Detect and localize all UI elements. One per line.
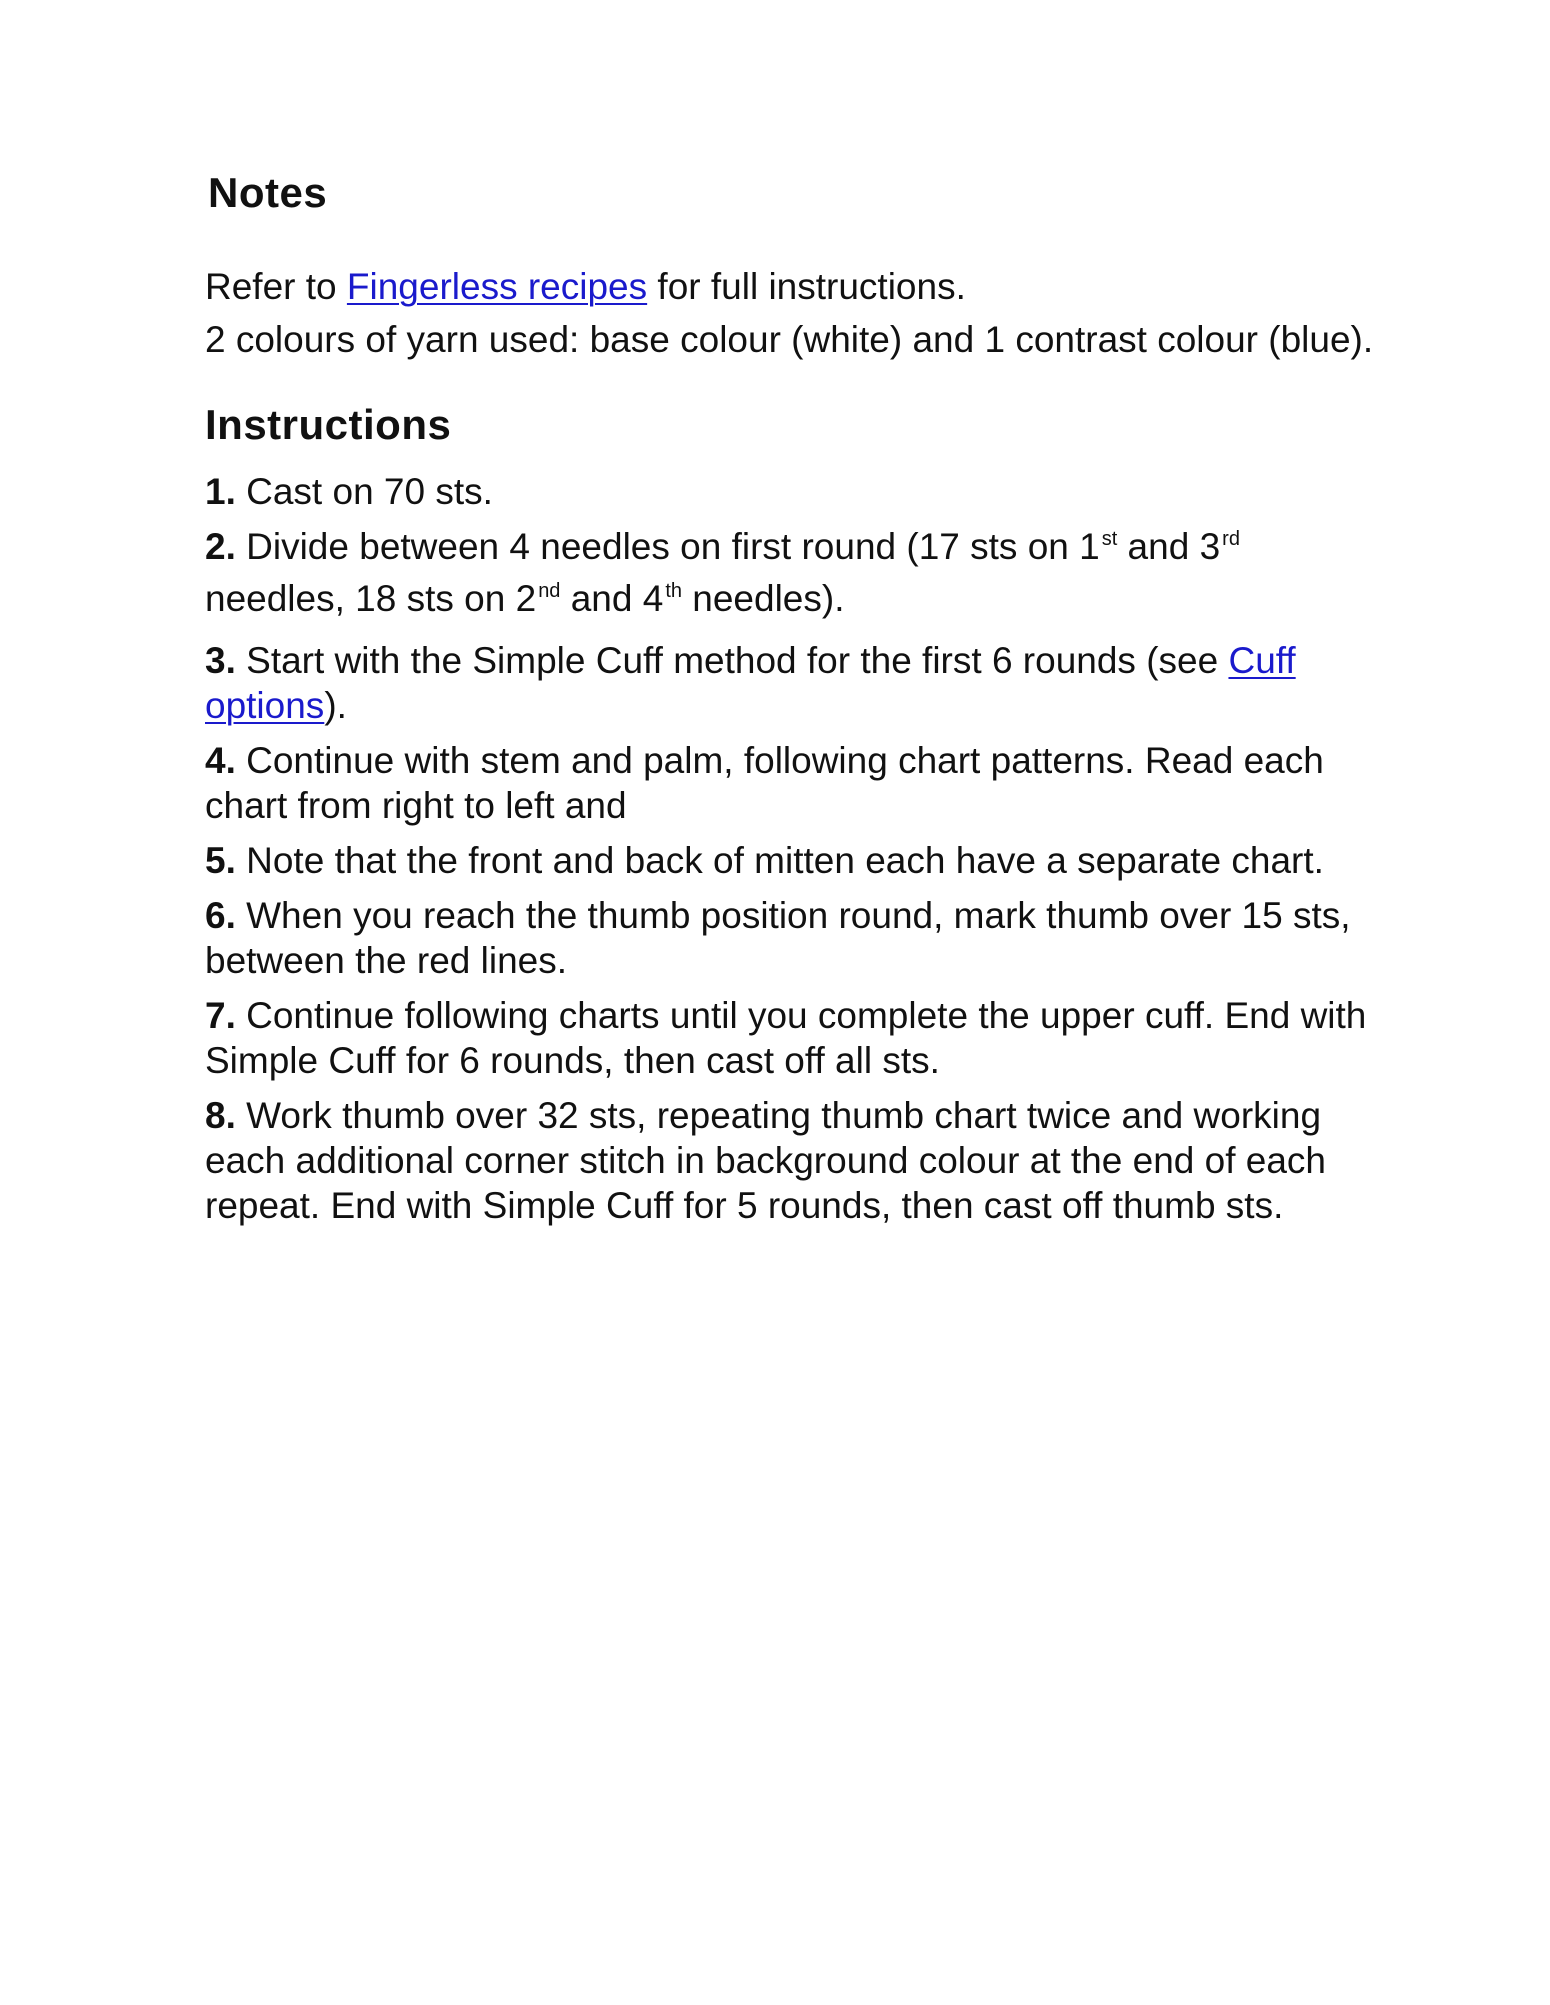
notes-line-1-text-end: for full instructions. (647, 266, 966, 308)
step-number: 5. (205, 839, 236, 881)
instructions-heading: Instructions (205, 401, 452, 449)
step-1 (205, 469, 1375, 514)
step-text: Cast on 70 sts. (235, 470, 493, 512)
notes-heading: Notes (208, 169, 328, 216)
notes-line-1 (205, 264, 1375, 309)
step-number: 2. (205, 525, 236, 567)
ordinal-suffix: th (665, 579, 682, 602)
ordinal-suffix: nd (538, 579, 561, 602)
step-3 (205, 638, 1375, 728)
step-text: Divide between 4 needles on first round (17 sts on 1 (235, 525, 1100, 567)
step-text: and 4 (560, 577, 664, 619)
ordinal-suffix: st (1101, 527, 1118, 550)
step-number: 8. (205, 1094, 236, 1136)
step-text: and 3 (1117, 525, 1221, 567)
step-number: 6. (205, 894, 236, 936)
step-text: needles). (682, 577, 845, 619)
step-number: 4. (205, 739, 236, 781)
step-text: When you reach the thumb position round, mark thumb over 15 sts, between the red lines. (205, 894, 1351, 981)
step-text: needles, 18 sts on 2 (205, 577, 537, 619)
step-text: Work thumb over 32 sts, repeating thumb chart twice and working each additional corner stitch in background colour at the end of each repeat. End with Simple Cuff for 5 rounds, then cast off thumb sts. (205, 1094, 1327, 1226)
notes-line-1-text: Refer to (205, 266, 347, 308)
notes-line-2: 2 colours of yarn used: base colour (white) and 1 contrast colour (blue). (205, 319, 1374, 361)
step-text: Start with the Simple Cuff method for the first 6 rounds (see (235, 639, 1229, 681)
step-number: 3. (205, 639, 236, 681)
step-text: Continue following charts until you complete the upper cuff. End with Simple Cuff for 6 rounds, then cast off all sts. (205, 994, 1367, 1081)
step-2 (205, 524, 1375, 628)
step-5 (205, 838, 1375, 883)
cuff-options-link[interactable]: Cuff options (205, 639, 1296, 726)
step-text: Note that the front and back of mitten each have a separate chart. (235, 839, 1324, 881)
ordinal-suffix: rd (1222, 527, 1240, 550)
step-number: 7. (205, 994, 236, 1036)
step-8 (205, 1093, 1375, 1228)
document-page (205, 168, 1375, 1238)
fingerless-recipes-link[interactable]: Fingerless recipes (346, 266, 648, 308)
step-text: Continue with stem and palm, following chart patterns. Read each chart from right to left and (205, 739, 1324, 826)
step-6 (205, 893, 1375, 983)
step-7 (205, 993, 1375, 1083)
step-text: ). (324, 684, 347, 726)
step-4 (205, 738, 1375, 828)
step-number: 1. (205, 470, 236, 512)
